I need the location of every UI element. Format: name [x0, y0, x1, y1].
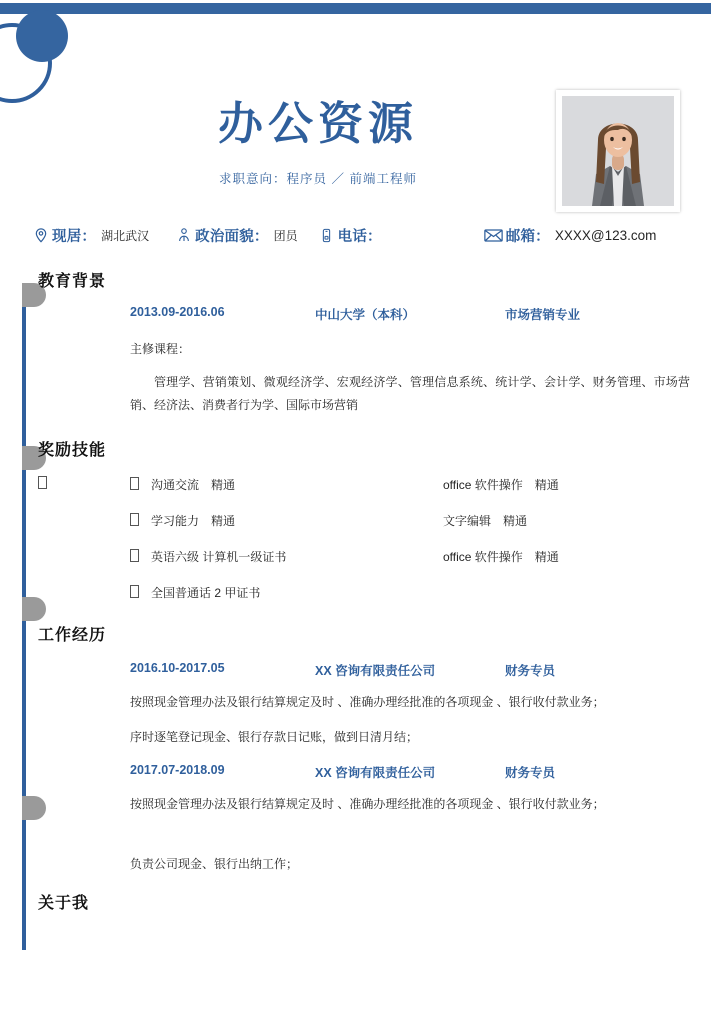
- work-entry-1-company: XX 咨询有限责任公司: [315, 766, 436, 780]
- skill-row-0-left: 沟通交流 精通: [130, 476, 235, 493]
- skills-group-bullet: [38, 476, 59, 491]
- section-title-work: 工作经历: [38, 627, 107, 644]
- skill-row-3-left: 全国普通话 2 甲证书: [130, 584, 260, 601]
- contact-value-email: XXXX@123.com: [554, 227, 657, 243]
- person-icon: [175, 227, 192, 244]
- skill-row-0-right: office 软件操作 精通: [443, 478, 559, 492]
- timeline-marker-work: [22, 597, 46, 621]
- top-decorative-band: [0, 3, 711, 14]
- education-major: 市场营销专业: [505, 308, 581, 322]
- skill-row-1-left: 学习能力 精通: [130, 512, 235, 529]
- work-entry-0-line-0: 按照现金管理办法及银行结算规定及时 、准确办理经批准的各项现金 、银行收付款业务；: [130, 695, 605, 709]
- section-title-education: 教育背景: [38, 273, 107, 290]
- education-entry-header: [130, 305, 690, 323]
- courses-label: 主修课程：: [130, 342, 191, 356]
- portrait-illustration: [562, 96, 674, 206]
- work-entry-1-line-1: 负责公司现金、银行出纳工作；: [130, 857, 299, 871]
- skill-row-2-right: office 软件操作 精通: [443, 550, 559, 564]
- education-school: 中山大学（本科）: [315, 308, 416, 322]
- page-title: 办公资源: [217, 98, 418, 149]
- courses-text: 管理学、营销策划、微观经济学、宏观经济学、管理信息系统、统计学、会计学、财务管理、市场营销、经济法、消费者行为学、国际市场营销: [130, 375, 690, 412]
- work-entry-0-header: [130, 661, 690, 679]
- avatar: [562, 96, 674, 206]
- contact-label-location: 现居：: [52, 228, 97, 245]
- bullet-icon: [130, 513, 139, 526]
- contact-item-phone: [318, 225, 387, 246]
- bullet-icon: [130, 477, 139, 490]
- work-entry-0-company: XX 咨询有限责任公司: [315, 664, 436, 678]
- bullet-icon: [130, 585, 139, 598]
- contact-label-phone: 电话：: [337, 228, 382, 245]
- work-entry-0-line-1: 序时逐笔登记现金、银行存款日记账，做到日清月结；: [130, 730, 419, 744]
- bullet-icon: [130, 549, 139, 562]
- contact-row: [0, 220, 720, 250]
- contact-item-political-status: [175, 225, 298, 246]
- skill-row-1-right: 文字编辑 精通: [443, 514, 528, 528]
- section-title-skills: 奖励技能: [38, 442, 107, 459]
- work-entry-1-role: 财务专员: [505, 766, 556, 780]
- skill-row-2-left: 英语六级 计算机一级证书: [130, 548, 286, 565]
- work-entry-1-line-0: 按照现金管理办法及银行结算规定及时 、准确办理经批准的各项现金 、银行收付款业务；: [130, 797, 605, 811]
- work-entry-0-role: 财务专员: [505, 664, 556, 678]
- work-entry-1-header: [130, 763, 690, 781]
- name-block: [108, 100, 528, 187]
- envelope-icon: [484, 226, 503, 245]
- contact-item-email: [484, 225, 657, 246]
- contact-label-political-status: 政治面貌：: [195, 228, 269, 245]
- location-pin-icon: [32, 227, 49, 244]
- resume-header: [0, 80, 720, 220]
- section-title-about: 关于我: [38, 895, 90, 912]
- contact-value-political-status: 团员: [273, 228, 298, 243]
- phone-icon: [318, 227, 335, 244]
- contact-label-email: 邮箱：: [505, 228, 550, 245]
- profile-photo-frame: [556, 90, 680, 212]
- job-objective: 求职意向：程序员 ／ 前端工程师: [219, 172, 417, 187]
- work-entry-0-date: 2016.10-2017.05: [130, 661, 225, 675]
- education-date: 2013.09-2016.06: [130, 305, 225, 319]
- work-entry-1-date: 2017.07-2018.09: [130, 763, 225, 777]
- decorative-filled-circle: [16, 10, 68, 62]
- contact-item-location: [32, 225, 149, 246]
- timeline-marker-about: [22, 796, 46, 820]
- contact-value-location: 湖北武汉: [101, 228, 150, 243]
